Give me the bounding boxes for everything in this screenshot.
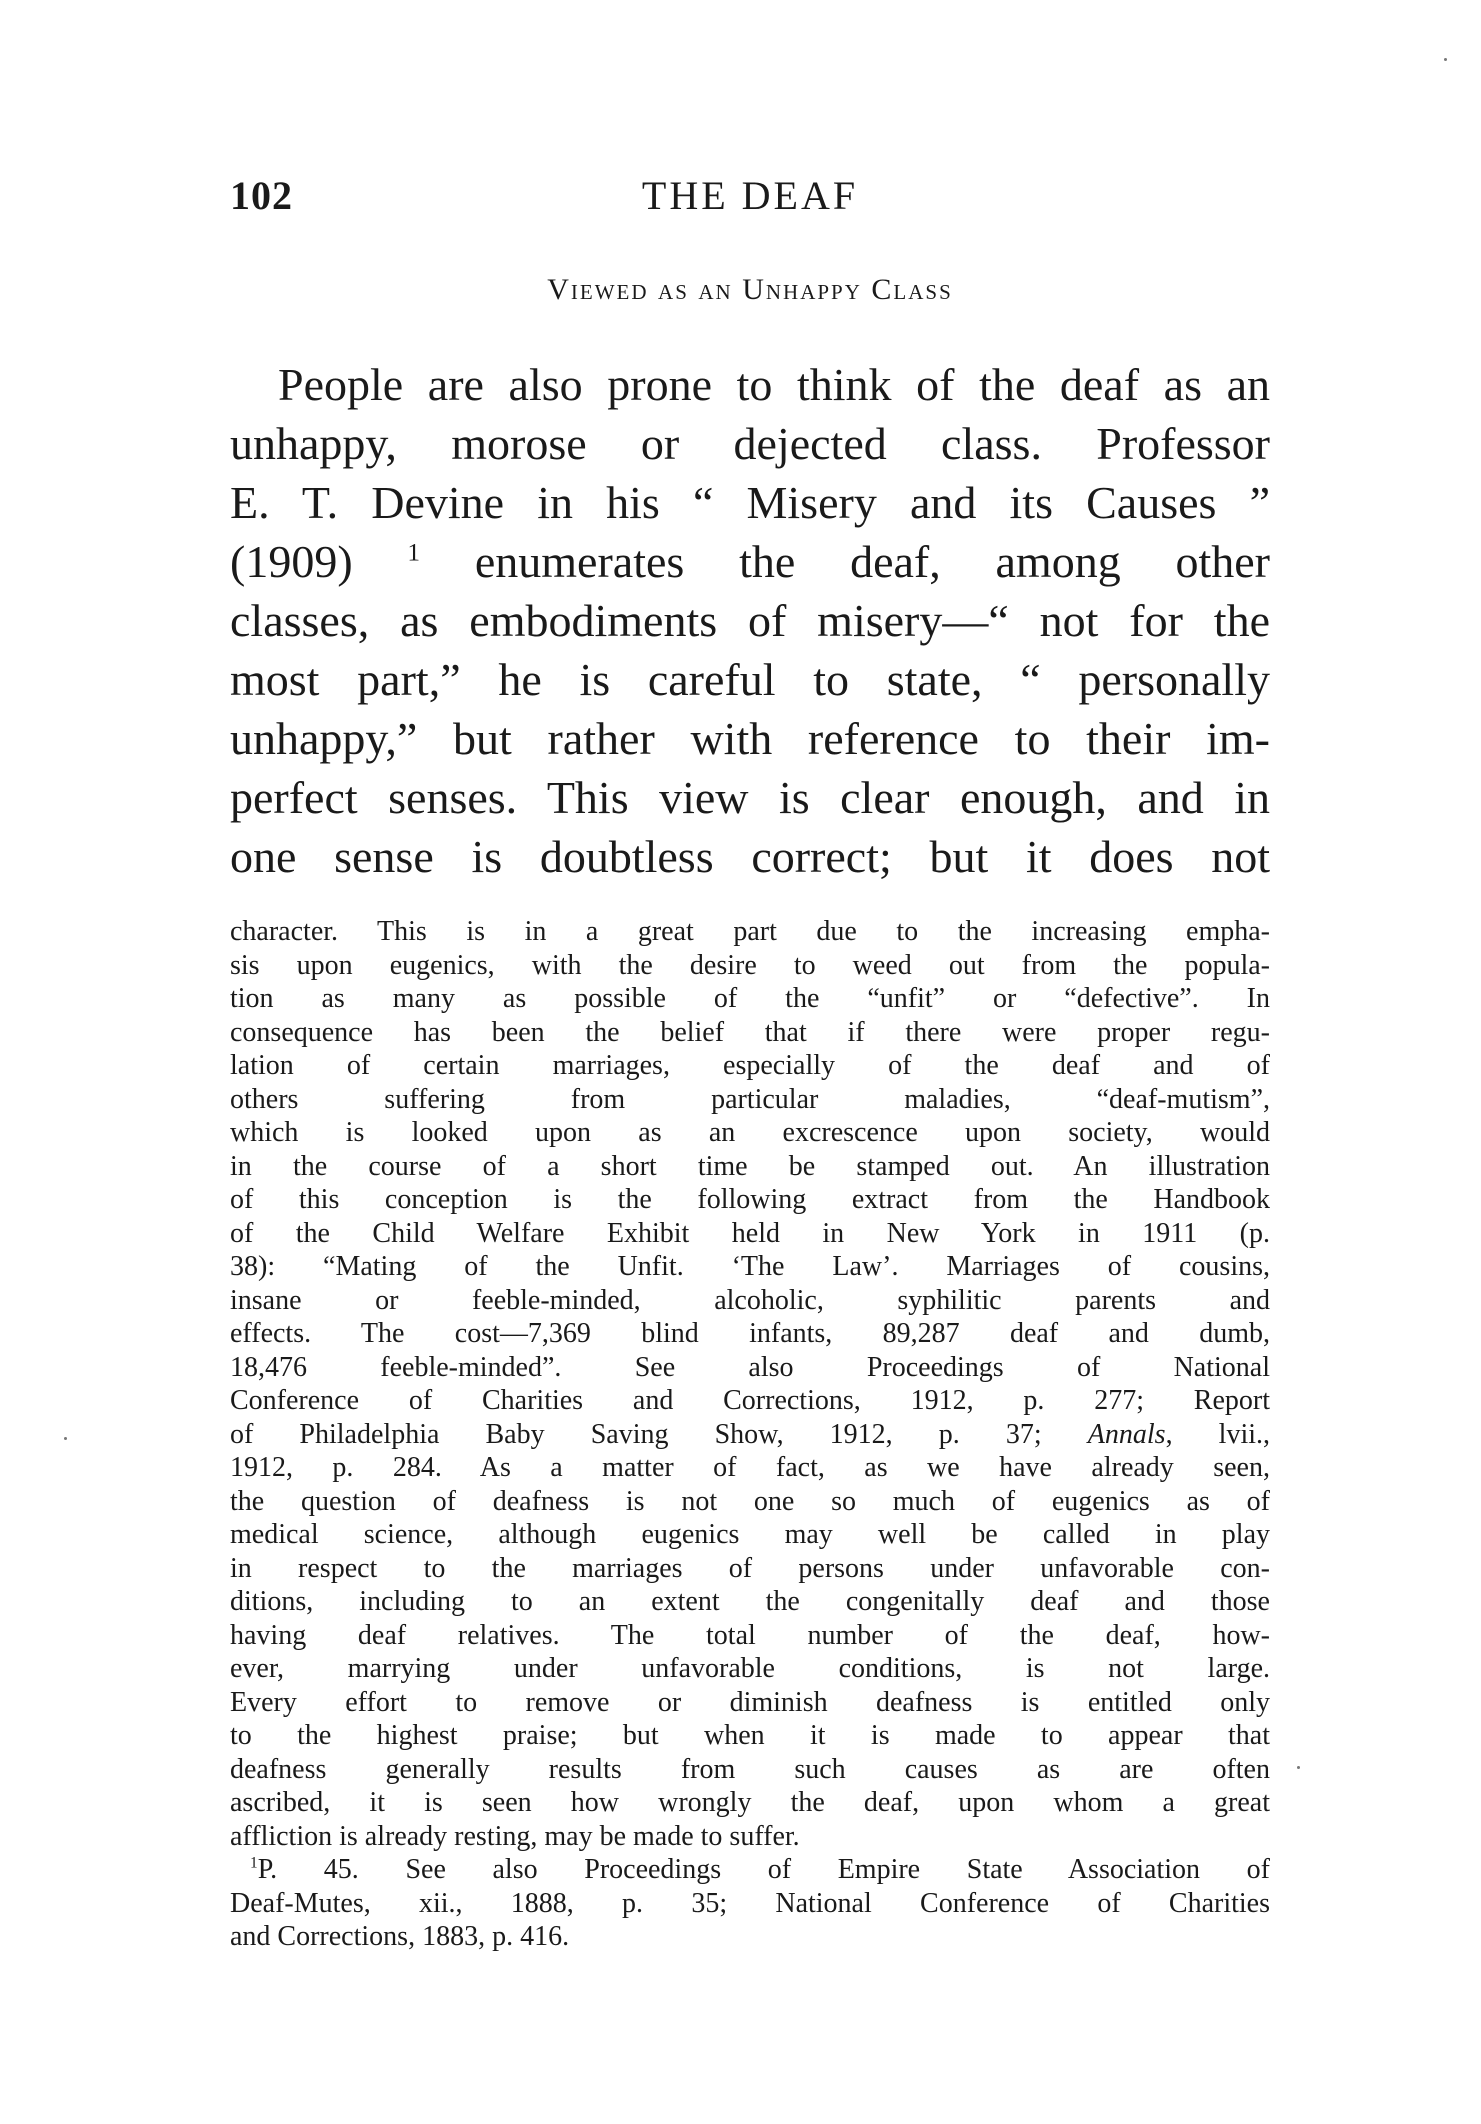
journal-title: Annals: [1087, 1418, 1166, 1450]
running-title: THE DEAF: [641, 173, 859, 218]
body-line: [230, 532, 1270, 591]
footnote-line-start: of Philadelphia Baby Saving Show, 1912, p. 37;: [230, 1418, 1088, 1450]
footnote-line: of this conception is the following extract from the Handbook: [230, 1184, 1270, 1215]
footnote-1-line: and Corrections, 1883, p. 416.: [230, 1921, 570, 1952]
body-line: one sense is doubtless correct; but it does not: [230, 831, 1270, 882]
footnote-line: which is looked upon as an excrescence upon society, would: [230, 1117, 1270, 1148]
body-line: perfect senses. This view is clear enough, and in: [230, 772, 1270, 823]
footnote-line: [230, 1418, 1270, 1452]
body-line-start: (1909): [230, 536, 408, 587]
footnote-1-line: Deaf-Mutes, xii., 1888, p. 35; National Conference of Charities: [230, 1887, 1270, 1919]
footnote-reference: 1: [407, 538, 421, 567]
footnote-line: ever, marrying under unfavorable conditions, is not large.: [230, 1653, 1270, 1684]
footnote-line: 38): “Mating of the Unfit. ‘The Law’. Marriages of cousins,: [230, 1251, 1270, 1282]
footnote-line: to the highest praise; but when it is made to appear that: [230, 1720, 1270, 1751]
body-line: unhappy,” but rather with reference to their im-: [230, 713, 1270, 764]
footnote-line-end: , lvii.,: [1165, 1418, 1271, 1450]
footnote-line: character. This is in a great part due to the increasing empha-: [230, 916, 1270, 947]
footnote-line: in respect to the marriages of persons under unfavorable con-: [230, 1552, 1270, 1584]
footnote-line: effects. The cost—7,369 blind infants, 89,287 deaf and dumb,: [230, 1318, 1270, 1349]
footnote-1-text: P. 45. See also Proceedings of Empire State Association of: [257, 1854, 1270, 1885]
running-head: [230, 172, 1270, 232]
footnote-1-line: [230, 1853, 1270, 1887]
body-line-end: enumerates the deaf, among other: [420, 536, 1270, 587]
footnote-line: 18,476 feeble-minded”. See also Proceedings of National: [230, 1351, 1270, 1383]
footnote-line: deafness generally results from such causes as are often: [230, 1753, 1270, 1785]
footnote-line: 1912, p. 284. As a matter of fact, as we have already seen,: [230, 1452, 1270, 1483]
page-number: 102: [230, 173, 293, 218]
body-line: classes, as embodiments of misery—“ not for the: [230, 595, 1270, 646]
body-line: E. T. Devine in his “ Misery and its Causes ”: [230, 477, 1270, 528]
footnote-line: medical science, although eugenics may well be called in play: [230, 1519, 1270, 1550]
section-heading: Viewed as an Unhappy Class: [547, 273, 953, 306]
footnote-1-marker: 1: [250, 1854, 258, 1872]
footnote-line: consequence has been the belief that if there were proper regu-: [230, 1016, 1270, 1048]
footnote-line: lation of certain marriages, especially of the deaf and of: [230, 1050, 1270, 1081]
body-line: People are also prone to think of the deaf as an: [278, 359, 1270, 410]
body-line: unhappy, morose or dejected class. Professor: [230, 418, 1270, 469]
footnote-line: ascribed, it is seen how wrongly the deaf, upon whom a great: [230, 1787, 1270, 1818]
footnote-line: Conference of Charities and Corrections, 1912, p. 277; Report: [230, 1385, 1270, 1416]
footnote-line: sis upon eugenics, with the desire to weed out from the popula-: [230, 949, 1270, 981]
footnote-line: others suffering from particular maladies, “deaf-mutism”,: [230, 1083, 1270, 1115]
footnote-line: of the Child Welfare Exhibit held in New York in 1911 (p.: [230, 1217, 1270, 1249]
footnote-line: tion as many as possible of the “unfit” or “defective”. In: [230, 983, 1270, 1014]
body-line: most part,” he is careful to state, “ personally: [230, 654, 1270, 705]
footnote-line: having deaf relatives. The total number of the deaf, how-: [230, 1619, 1270, 1651]
footnote-line: insane or feeble-minded, alcoholic, syphilitic parents and: [230, 1284, 1270, 1316]
body-paragraph: [230, 355, 1270, 886]
footnote-line: affliction is already resting, may be made to suffer.: [230, 1820, 800, 1852]
footnote-line: ditions, including to an extent the congenitally deaf and those: [230, 1586, 1270, 1617]
footnote-line: Every effort to remove or diminish deafness is entitled only: [230, 1686, 1270, 1718]
footnote-line: the question of deafness is not one so much of eugenics as of: [230, 1485, 1270, 1517]
footnote-line: in the course of a short time be stamped out. An illustration: [230, 1150, 1270, 1182]
footnotes: [230, 915, 1270, 1954]
scan-speck: [1297, 1766, 1300, 1769]
scan-speck: [64, 1437, 67, 1440]
scan-speck: [1444, 58, 1447, 61]
